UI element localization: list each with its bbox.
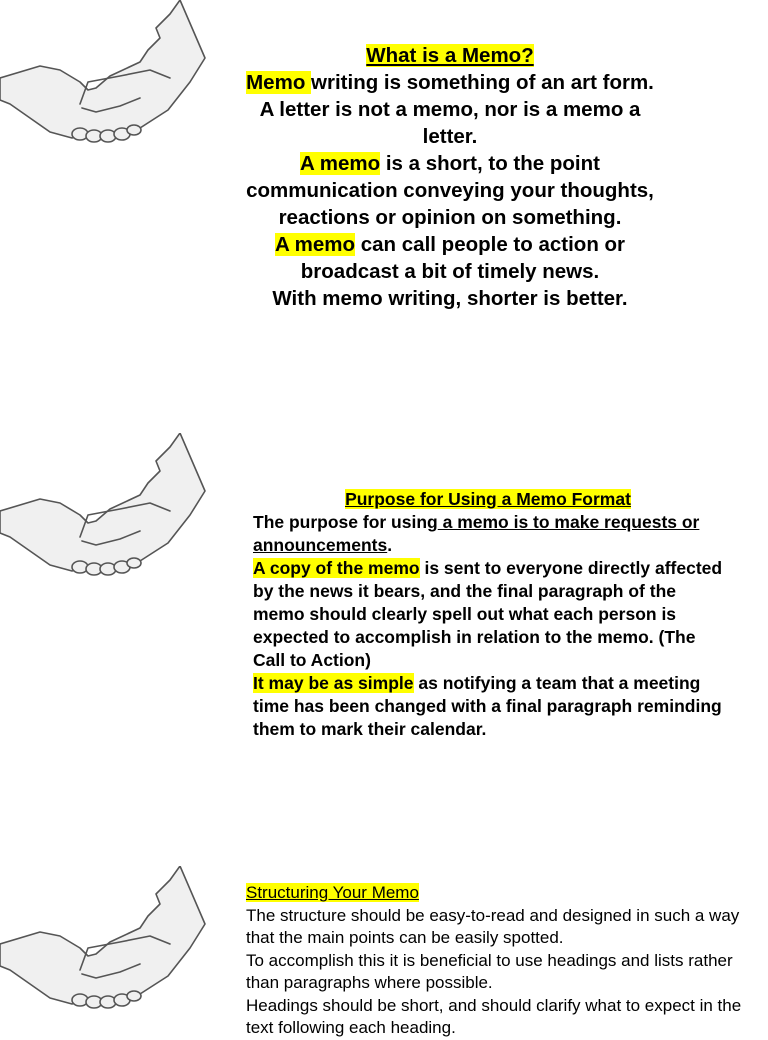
purpose-section xyxy=(253,488,723,741)
paragraph xyxy=(240,69,660,150)
highlight: Memo xyxy=(246,71,312,94)
handshake-icon xyxy=(0,866,210,1016)
paragraph-text: is a short, to the point communication conveying your thoughts, reactions or opinion on something. xyxy=(246,152,654,229)
paragraph xyxy=(240,150,660,231)
highlight: A memo xyxy=(300,152,381,175)
paragraph xyxy=(253,672,723,741)
section-title: Structuring Your Memo xyxy=(246,883,419,902)
paragraph: With memo writing, shorter is better. xyxy=(272,287,628,310)
paragraph: Headings should be short, and should clarify what to expect in the text following each heading. xyxy=(246,995,742,1037)
paragraph: To accomplish this it is beneficial to use headings and lists rather than paragraphs where possible. xyxy=(246,950,733,992)
underlined-text: a memo is to make requests or announcements xyxy=(253,512,700,555)
handshake-icon xyxy=(0,433,210,583)
paragraph-text: is sent to everyone directly affected by the news it bears, and the final paragraph of the memo should clearly spell out what each person is expected to accomplish in relation to the memo. (The Call to Action) xyxy=(253,558,723,670)
structuring-section xyxy=(246,882,756,1040)
section-title: What is a Memo? xyxy=(366,44,534,67)
highlight: A copy of the memo xyxy=(253,558,420,578)
paragraph xyxy=(253,511,723,557)
highlight: It may be as simple xyxy=(253,673,414,693)
highlight: A memo xyxy=(274,233,356,256)
what-is-a-memo-section xyxy=(240,42,660,312)
section-title: Purpose for Using a Memo Format xyxy=(345,489,631,509)
paragraph-text: as notifying a team that a meeting time has been changed with a final paragraph reminding them to mark their calendar. xyxy=(253,673,722,739)
paragraph-text: The purpose for using xyxy=(253,512,438,532)
paragraph: The structure should be easy-to-read and designed in such a way that the main points can be easily spotted. xyxy=(246,905,740,947)
paragraph-text: can call people to action or broadcast a bit of timely news. xyxy=(300,233,626,283)
paragraph-text: . xyxy=(387,535,393,555)
handshake-icon xyxy=(0,0,210,150)
paragraph-text: writing is something of an art form. A letter is not a memo, nor is a memo a letter. xyxy=(259,71,654,148)
paragraph xyxy=(253,557,723,672)
paragraph xyxy=(240,231,660,285)
